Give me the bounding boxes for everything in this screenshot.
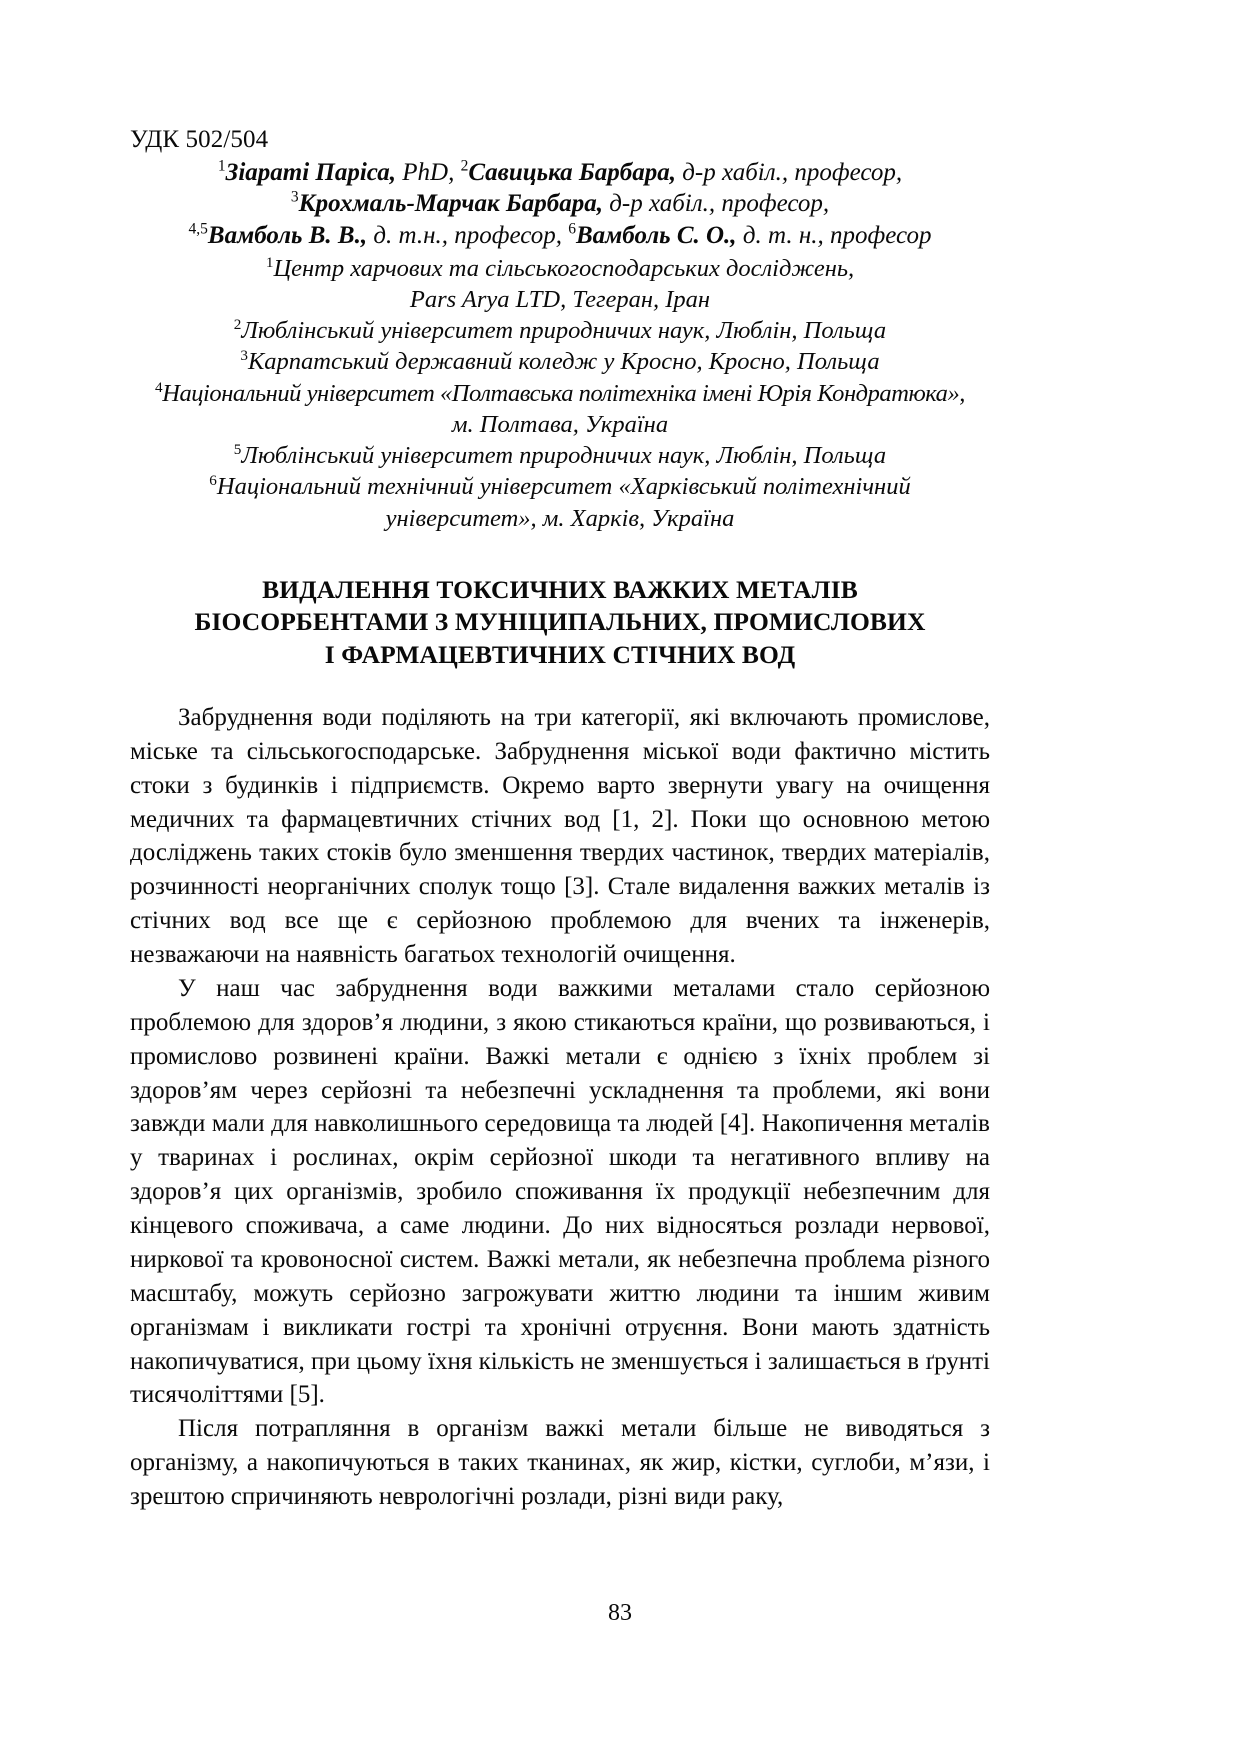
affiliation-text: Карпатський державний коледж у Кросно, Кросно, Польща xyxy=(248,348,880,376)
title-line: І ФАРМАЦЕВТИЧНИХ СТІЧНИХ ВОД xyxy=(324,639,796,669)
affiliation-marker: 5 xyxy=(233,441,242,458)
author-affil-marker: 3 xyxy=(290,188,299,206)
author-affil-marker: 1 xyxy=(217,157,226,175)
affiliation-list xyxy=(130,253,990,534)
affiliation-item xyxy=(130,315,990,346)
author-role-ziarati: PhD, xyxy=(396,158,461,186)
affiliation-text: Люблінський університет природничих наук, Люблін, Польща xyxy=(241,442,887,470)
title-line: БІОСОРБЕНТАМИ З МУНІЦИПАЛЬНИХ, ПРОМИСЛОВИХ xyxy=(194,607,926,637)
udc-code: УДК 502/504 xyxy=(130,126,269,153)
title-line: ВИДАЛЕННЯ ТОКСИЧНИХ ВАЖКИХ МЕТАЛІВ xyxy=(262,574,858,604)
paragraph: У наш час забруднення води важкими металами стало серйозною проблемою для здоров’я людини, з якою стикаються країни, що розвиваються, і промислово розвинені країни. Важкі метали є однією з їхніх проблем зі здоров’ям через серйозні та небезпечні ускладнення та проблеми, які вони завжди мали для навколишнього середовища та людей [4]. Накопичення металів у тваринах і рослинах, окрім серйозної шкоди та негативного впливу на здоров’я цих організмів, зробило споживання їх продукції небезпечним для кінцевого споживача, а саме людини. До них відносяться розлади нервової, ниркової та кровоносної систем. Важкі метали, як небезпечна проблема різного масштабу, можуть серйозно загрожувати життю людини та іншим живим організмам і викликати гострі та хронічні отруєння. Вони мають здатність накопичуватися, при цьому їхня кількість не зменшується і залишається в ґрунті тисячоліттями [5]. xyxy=(130,974,990,1409)
affiliation-text: Pars Arya LTD, Тегеран, Іран xyxy=(409,285,711,313)
body-text xyxy=(130,701,990,1514)
affiliation-item xyxy=(130,346,990,377)
affiliation-marker: 1 xyxy=(265,253,274,271)
author-name-vambol-v: Вамболь В. В., xyxy=(207,222,368,249)
affiliation-text: Національний університет «Полтавська політехніка імені Юрія Кондратюка», xyxy=(162,379,965,407)
affiliation-text: університет», м. Харків, Україна xyxy=(385,504,735,532)
affiliation-item xyxy=(130,471,990,502)
author-line-3 xyxy=(130,220,990,252)
affiliation-item xyxy=(130,503,990,534)
author-role-vambol-s: д. т. н., професор xyxy=(736,222,932,249)
author-name-ziarati: Зіараті Паріса, xyxy=(225,158,396,186)
author-list xyxy=(130,157,990,252)
affiliation-marker: 2 xyxy=(233,316,242,334)
affiliation-marker: 4 xyxy=(155,378,163,396)
author-affil-marker: 2 xyxy=(460,157,469,175)
author-affil-marker: 4,5 xyxy=(188,220,208,238)
page-title xyxy=(130,574,990,671)
affiliation-item xyxy=(130,378,990,409)
page-number: 83 xyxy=(608,1600,632,1626)
affiliation-text: м. Полтава, Україна xyxy=(451,410,669,438)
author-line-1 xyxy=(130,157,990,189)
affiliation-text: Центр харчових та сільськогосподарських досліджень, xyxy=(273,254,855,282)
affiliation-item xyxy=(130,409,990,440)
author-role-vambol-v: д. т.н., професор, xyxy=(367,222,569,249)
affiliation-item xyxy=(130,284,990,315)
paragraph: Забруднення води поділяють на три категорії, які включають промислове, міське та сільськогосподарське. Забруднення міської води фактично містить стоки з будинків і підприємств. Окремо варто звернути увагу на очищення медичних та фармацевтичних стічних вод [1, 2]. Поки що основною метою досліджень таких стоків було зменшення твердих частинок, твердих матеріалів, розчинності неорганічних сполук тощо [3]. Стале видалення важких металів із стічних вод все ще є серйозною проблемою для вчених та інженерів, незважаючи на наявність багатьох технологій очищення. xyxy=(130,703,990,969)
affiliation-text: Національний технічний університет «Харківський політехнічний xyxy=(216,473,911,501)
author-name-vambol-s: Вамболь С. О., xyxy=(576,222,737,249)
author-name-savytska: Савицька Барбара, xyxy=(468,158,676,186)
affiliation-marker: 3 xyxy=(240,347,249,365)
affiliation-text: Люблінський університет природничих наук, Люблін, Польща xyxy=(241,317,887,345)
author-role-krokhmal: д-р хабіл., професор, xyxy=(602,190,830,218)
author-role-savytska: д-р хабіл., професор, xyxy=(675,158,903,186)
author-line-2 xyxy=(130,188,990,220)
affiliation-item xyxy=(130,253,990,284)
affiliation-item xyxy=(130,440,990,471)
author-affil-marker: 6 xyxy=(568,220,576,238)
author-name-krokhmal: Крохмаль-Марчак Барбара, xyxy=(298,190,603,218)
affiliation-marker: 6 xyxy=(209,472,217,490)
document-page xyxy=(130,125,990,1514)
paragraph: Після потрапляння в організм важкі метали більше не виводяться з організму, а накопичуються в таких тканинах, як жир, кістки, суглоби, м’язи, і зрештою спричиняють неврологічні розлади, різні види раку, xyxy=(130,1415,990,1511)
